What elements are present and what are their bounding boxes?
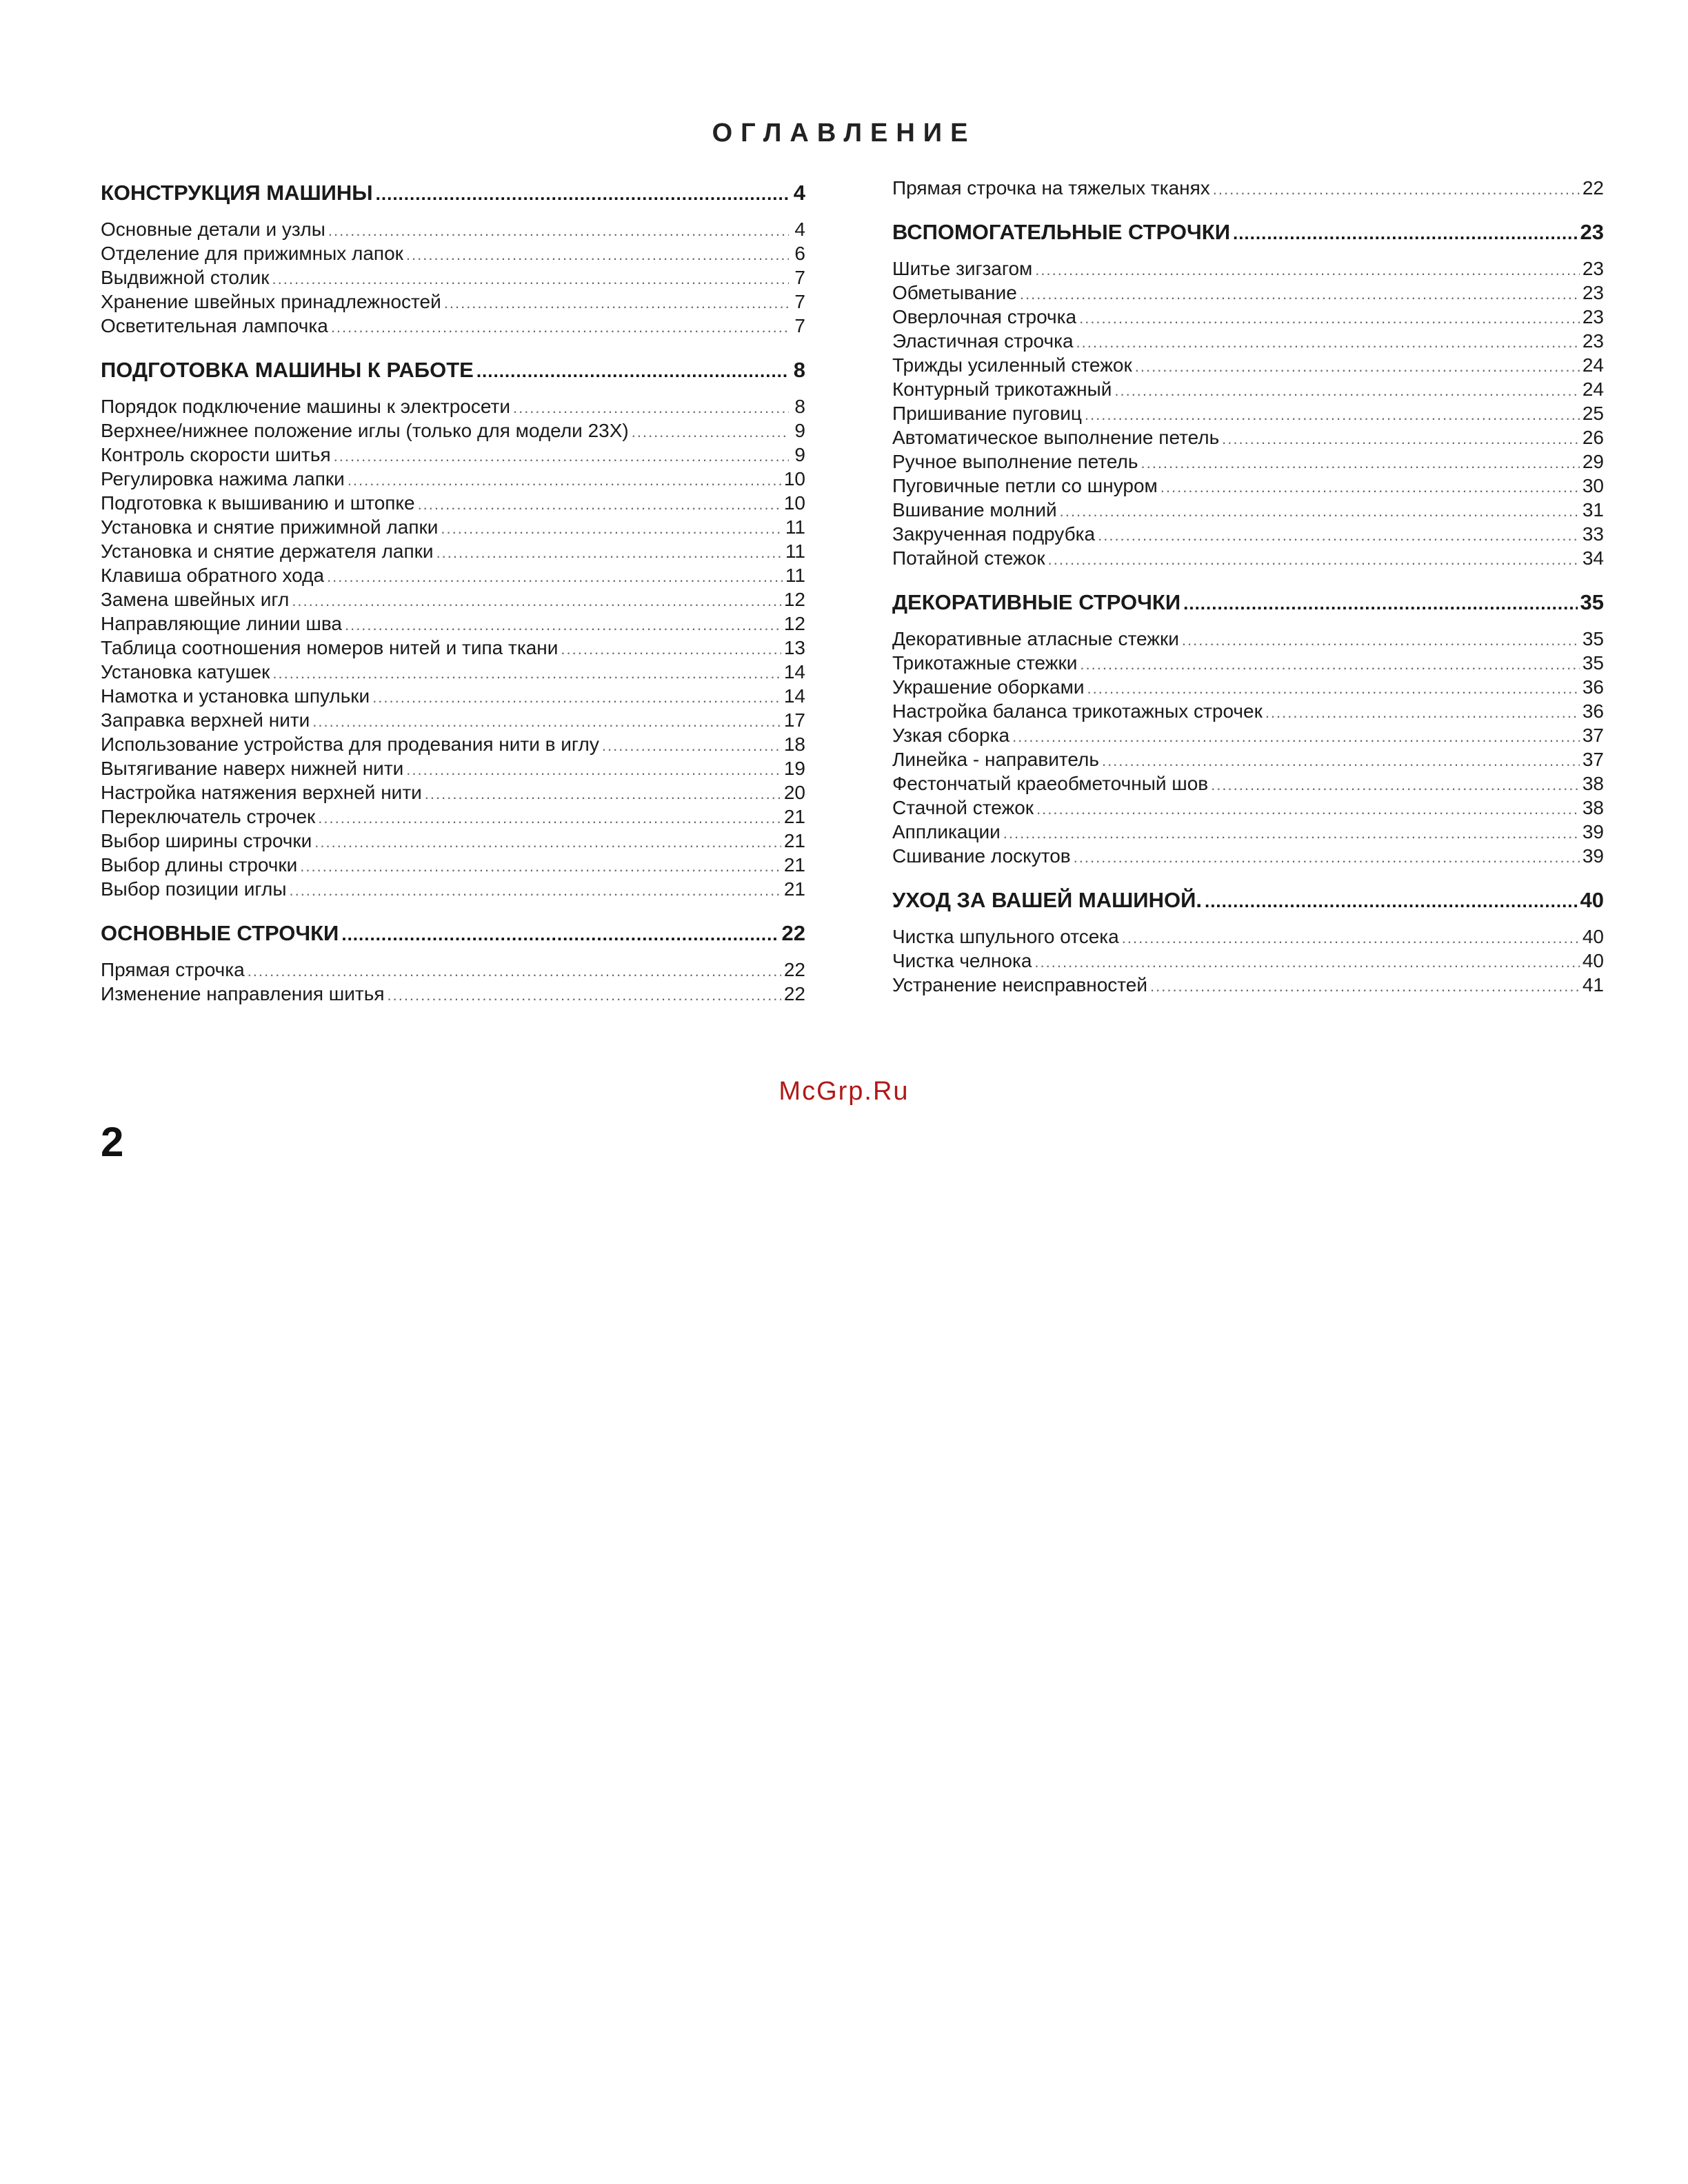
toc-entry-label: Украшение оборками: [892, 676, 1085, 698]
toc-entry-page: 11: [785, 516, 805, 538]
toc-entry[interactable]: [101, 241, 805, 265]
toc-entry-page: 22: [783, 959, 805, 980]
toc-entry[interactable]: [892, 844, 1604, 868]
dot-leader: [425, 782, 781, 806]
toc-entry-label: Установка катушек: [101, 661, 270, 682]
dot-leader: [1114, 378, 1579, 403]
toc-entry[interactable]: [101, 563, 805, 587]
dot-leader: [1012, 725, 1580, 749]
toc-entry-page: 6: [794, 243, 805, 264]
toc-entry-label: Замена швейных игл: [101, 589, 290, 610]
toc-entry[interactable]: [892, 723, 1604, 747]
toc-entry[interactable]: [892, 401, 1604, 425]
toc-heading-label: КОНСТРУКЦИЯ МАШИНЫ: [101, 181, 373, 205]
toc-entry[interactable]: [101, 636, 805, 660]
dot-leader: [348, 468, 781, 492]
dot-leader: [444, 291, 789, 315]
page-number: 2: [101, 1119, 124, 1165]
toc-entry-label: Заправка верхней нити: [101, 709, 310, 731]
toc-entry[interactable]: [101, 756, 805, 780]
toc-entry-page: 21: [783, 806, 805, 827]
dot-leader: [1183, 586, 1577, 620]
dot-leader: [387, 983, 781, 1007]
toc-entry[interactable]: [101, 217, 805, 241]
toc-entry[interactable]: [892, 329, 1604, 353]
dot-leader: [406, 243, 789, 267]
toc-entry[interactable]: [892, 796, 1604, 820]
dot-leader: [314, 830, 781, 854]
dot-leader: [1020, 282, 1580, 306]
toc-entry-page: 41: [1582, 974, 1604, 995]
toc-entry-page: 36: [1582, 676, 1604, 698]
toc-entry-page: 11: [785, 540, 805, 562]
dot-leader: [1141, 451, 1579, 475]
toc-entry-label: Выбор позиции иглы: [101, 878, 287, 900]
toc-entry[interactable]: [101, 877, 805, 901]
toc-entry-label: Порядок подключение машины к электросети: [101, 396, 510, 417]
toc-entry-page: 10: [783, 492, 805, 514]
dot-leader: [334, 444, 789, 468]
dot-leader: [418, 492, 781, 516]
toc-entry[interactable]: [101, 491, 805, 515]
dot-leader: [441, 516, 783, 540]
toc-entry-page: 29: [1582, 451, 1604, 472]
toc-entry[interactable]: [101, 314, 805, 338]
dot-leader: [1048, 547, 1580, 572]
toc-entry[interactable]: [101, 265, 805, 290]
toc-entry-label: Фестончатый краеобметочный шов: [892, 773, 1209, 794]
toc-entry-label: Вытягивание наверх нижней нити: [101, 758, 404, 779]
toc-entry-label: Таблица соотношения номеров нитей и типа ткани: [101, 637, 559, 658]
toc-entry-page: 7: [794, 291, 805, 312]
toc-entry-page: 40: [1582, 926, 1604, 947]
toc-entry-page: 20: [783, 782, 805, 803]
toc-entry-label: Пуговичные петли со шнуром: [892, 475, 1158, 496]
toc-entry-label: Шитье зигзагом: [892, 258, 1033, 279]
dot-leader: [476, 354, 789, 388]
dot-leader: [1098, 523, 1580, 547]
toc-heading[interactable]: [892, 215, 1604, 250]
dot-leader: [1135, 354, 1580, 378]
dot-leader: [345, 613, 781, 637]
toc-entry-label: Обметывание: [892, 282, 1017, 303]
dot-leader: [248, 959, 781, 983]
dot-leader: [1265, 700, 1580, 725]
dot-leader: [1102, 749, 1580, 773]
toc-entry[interactable]: [892, 771, 1604, 796]
dot-leader: [318, 806, 781, 830]
toc-entry-label: Клавиша обратного хода: [101, 565, 325, 586]
toc-entry[interactable]: [892, 949, 1604, 973]
dot-leader: [292, 589, 781, 613]
toc-entry[interactable]: [892, 627, 1604, 651]
toc-entry-label: Регулировка нажима лапки: [101, 468, 345, 489]
toc-entry[interactable]: [101, 684, 805, 708]
toc-section: [101, 916, 805, 1006]
dot-leader: [328, 219, 789, 243]
toc-entry-label: Выбор длины строчки: [101, 854, 298, 876]
toc-entry[interactable]: [101, 443, 805, 467]
toc-entry[interactable]: [101, 805, 805, 829]
dot-leader: [1205, 884, 1578, 918]
toc-entry-page: 30: [1582, 475, 1604, 496]
toc-entry-label: Закрученная подрубка: [892, 523, 1096, 545]
toc-entry-page: 36: [1582, 700, 1604, 722]
toc-entry[interactable]: [892, 747, 1604, 771]
toc-heading-label: ПОДГОТОВКА МАШИНЫ К РАБОТЕ: [101, 358, 474, 382]
toc-entry-label: Основные детали и узлы: [101, 219, 325, 240]
toc-entry-label: Выбор ширины строчки: [101, 830, 312, 851]
toc-section: [892, 585, 1604, 868]
toc-entry-page: 33: [1582, 523, 1604, 545]
toc-entry-page: 35: [1582, 628, 1604, 649]
toc-entry-page: 9: [794, 444, 805, 465]
toc-entry-label: Потайной стежок: [892, 547, 1045, 569]
toc-heading[interactable]: [101, 916, 805, 951]
dot-leader: [561, 637, 781, 661]
dot-leader: [1036, 797, 1580, 821]
toc-entry[interactable]: [101, 708, 805, 732]
toc-entry-page: 21: [783, 830, 805, 851]
toc-entry-page: 21: [783, 878, 805, 900]
toc-entry[interactable]: [101, 539, 805, 563]
toc-section: [101, 353, 805, 901]
toc-entry[interactable]: [892, 176, 1604, 200]
dot-leader: [327, 565, 783, 589]
dot-leader: [272, 661, 781, 685]
dot-leader: [1222, 427, 1580, 451]
toc-entry-label: Вшивание молний: [892, 499, 1057, 520]
dot-leader: [1076, 330, 1580, 354]
toc-entry-page: 24: [1582, 378, 1604, 400]
toc-entry-label: Аппликации: [892, 821, 1001, 842]
toc-entry-label: Контурный трикотажный: [892, 378, 1112, 400]
toc-entry-page: 9: [794, 420, 805, 441]
toc-entry-page: 22: [1582, 177, 1604, 199]
dot-leader: [406, 758, 781, 782]
dot-leader: [1213, 177, 1580, 201]
toc-heading-page: 35: [1580, 590, 1604, 614]
dot-leader: [372, 685, 781, 709]
toc-entry-page: 18: [783, 734, 805, 755]
toc-entry-label: Хранение швейных принадлежностей: [101, 291, 441, 312]
toc-entry-label: Отделение для прижимных лапок: [101, 243, 403, 264]
dot-leader: [1085, 403, 1580, 427]
toc-entry-page: 12: [783, 589, 805, 610]
toc-entry-label: Выдвижной столик: [101, 267, 270, 288]
toc-heading-page: 4: [793, 181, 805, 205]
toc-entry-page: 40: [1582, 950, 1604, 971]
toc-entry[interactable]: [892, 924, 1604, 949]
toc-entry-label: Намотка и установка шпульки: [101, 685, 370, 707]
toc-entry-label: Установка и снятие прижимной лапки: [101, 516, 439, 538]
dot-leader: [312, 709, 781, 734]
toc-entry-label: Осветительная лампочка: [101, 315, 328, 336]
dot-leader: [1003, 821, 1580, 845]
toc-entry-page: 37: [1582, 749, 1604, 770]
dot-leader: [300, 854, 781, 878]
toc-entry-page: 7: [794, 267, 805, 288]
toc-entry-page: 10: [783, 468, 805, 489]
toc-entry-label: Трижды усиленный стежок: [892, 354, 1132, 376]
toc-entry-label: Переключатель строчек: [101, 806, 316, 827]
toc-entry-label: Линейка - направитель: [892, 749, 1099, 770]
toc-entry-label: Пришивание пуговиц: [892, 403, 1082, 424]
toc-heading-label: ОСНОВНЫЕ СТРОЧКИ: [101, 921, 339, 945]
dot-leader: [1080, 652, 1579, 676]
toc-entry[interactable]: [892, 353, 1604, 377]
toc-entry-page: 21: [783, 854, 805, 876]
toc-heading[interactable]: [101, 176, 805, 210]
toc-entry-page: 23: [1582, 306, 1604, 327]
dot-leader: [1035, 258, 1580, 282]
toc-entry-page: 13: [783, 637, 805, 658]
toc-entry-label: Устранение неисправностей: [892, 974, 1147, 995]
toc-entry[interactable]: [892, 675, 1604, 699]
dot-leader: [289, 878, 781, 902]
toc-entry[interactable]: [892, 973, 1604, 997]
toc-section: [892, 215, 1604, 570]
toc-entry-label: Прямая строчка на тяжелых тканях: [892, 177, 1210, 199]
toc-entry-label: Оверлочная строчка: [892, 306, 1077, 327]
toc-column-right: [892, 176, 1604, 997]
toc-entry-label: Настройка баланса трикотажных строчек: [892, 700, 1263, 722]
dot-leader: [331, 315, 789, 339]
toc-entry[interactable]: [101, 467, 805, 491]
toc-entry[interactable]: [101, 732, 805, 756]
toc-entry[interactable]: [101, 660, 805, 684]
toc-heading[interactable]: [892, 883, 1604, 918]
toc-entry-page: 17: [783, 709, 805, 731]
toc-entry-label: Чистка шпульного отсека: [892, 926, 1119, 947]
toc-entry-page: 31: [1582, 499, 1604, 520]
dot-leader: [1211, 773, 1580, 797]
toc-entry-label: Чистка челнока: [892, 950, 1032, 971]
toc-heading-label: ДЕКОРАТИВНЫЕ СТРОЧКИ: [892, 590, 1181, 614]
toc-entry[interactable]: [892, 256, 1604, 281]
toc-entry[interactable]: [892, 425, 1604, 449]
toc-entry[interactable]: [101, 829, 805, 853]
toc-entry[interactable]: [101, 290, 805, 314]
toc-entry-label: Ручное выполнение петель: [892, 451, 1138, 472]
toc-entry[interactable]: [101, 394, 805, 418]
dot-leader: [1079, 306, 1580, 330]
dot-leader: [1074, 845, 1580, 869]
toc-entry-page: 35: [1582, 652, 1604, 674]
toc-heading[interactable]: [101, 353, 805, 387]
toc-heading-page: 22: [781, 921, 805, 945]
toc-heading-label: ВСПОМОГАТЕЛЬНЫЕ СТРОЧКИ: [892, 220, 1230, 244]
dot-leader: [1182, 628, 1580, 652]
toc-entry-label: Настройка натяжения верхней нити: [101, 782, 422, 803]
toc-entry[interactable]: [892, 474, 1604, 498]
toc-heading-page: 23: [1580, 220, 1604, 244]
toc-entry-page: 14: [783, 661, 805, 682]
toc-entry-page: 22: [783, 983, 805, 1004]
toc-entry[interactable]: [892, 281, 1604, 305]
dot-leader: [1060, 499, 1580, 523]
dot-leader: [436, 540, 783, 565]
toc-entry[interactable]: [101, 418, 805, 443]
toc-entry[interactable]: [892, 449, 1604, 474]
dot-leader: [1160, 475, 1580, 499]
dot-leader: [632, 420, 789, 444]
dot-leader: [602, 734, 781, 758]
toc-entry-page: 38: [1582, 797, 1604, 818]
toc-entry-page: 39: [1582, 821, 1604, 842]
toc-entry-page: 24: [1582, 354, 1604, 376]
toc-entry-page: 4: [794, 219, 805, 240]
toc-entry-label: Подготовка к вышиванию и штопке: [101, 492, 415, 514]
toc-entry[interactable]: [892, 546, 1604, 570]
toc-entry[interactable]: [101, 982, 805, 1006]
toc-section: [101, 176, 805, 338]
toc-entry-label: Эластичная строчка: [892, 330, 1074, 352]
toc-entry-page: 38: [1582, 773, 1604, 794]
toc-heading-page: 8: [793, 358, 805, 382]
toc-entry[interactable]: [892, 305, 1604, 329]
dot-leader: [1034, 950, 1579, 974]
toc-column-left: [101, 176, 805, 1006]
toc-entry-page: 23: [1582, 258, 1604, 279]
dot-leader: [1233, 216, 1578, 250]
dot-leader: [341, 917, 778, 951]
toc-heading-label: УХОД ЗА ВАШЕЙ МАШИНОЙ.: [892, 888, 1202, 912]
toc-entry-label: Стачной стежок: [892, 797, 1034, 818]
toc-entry-page: 39: [1582, 845, 1604, 867]
toc-entry-page: 14: [783, 685, 805, 707]
toc-entry-page: 25: [1582, 403, 1604, 424]
toc-entry-page: 34: [1582, 547, 1604, 569]
toc-heading[interactable]: [892, 585, 1604, 620]
dot-leader: [1150, 974, 1580, 998]
toc-entry-label: Декоративные атласные стежки: [892, 628, 1179, 649]
toc-entry-label: Установка и снятие держателя лапки: [101, 540, 434, 562]
toc-entry[interactable]: [892, 522, 1604, 546]
dot-leader: [1122, 926, 1580, 950]
toc-entry[interactable]: [101, 853, 805, 877]
toc-entry-label: Изменение направления шитья: [101, 983, 385, 1004]
dot-leader: [513, 396, 789, 420]
toc-section: [892, 176, 1604, 200]
toc-entry-label: Автоматическое выполнение петель: [892, 427, 1220, 448]
toc-entry-label: Узкая сборка: [892, 725, 1010, 746]
toc-entry[interactable]: [101, 515, 805, 539]
dot-leader: [1087, 676, 1580, 700]
toc-entry[interactable]: [101, 587, 805, 611]
toc-section: [892, 883, 1604, 997]
toc-entry-page: 37: [1582, 725, 1604, 746]
toc-entry-label: Прямая строчка: [101, 959, 245, 980]
page-title: ОГЛАВЛЕНИЕ: [712, 119, 976, 148]
toc-entry-label: Использование устройства для продевания нити в иглу: [101, 734, 599, 755]
toc-entry[interactable]: [101, 780, 805, 805]
toc-entry-page: 26: [1582, 427, 1604, 448]
toc-entry[interactable]: [101, 611, 805, 636]
toc-entry[interactable]: [892, 377, 1604, 401]
toc-heading-page: 40: [1580, 888, 1604, 912]
toc-entry-page: 7: [794, 315, 805, 336]
toc-entry[interactable]: [892, 820, 1604, 844]
toc-entry-label: Трикотажные стежки: [892, 652, 1078, 674]
toc-entry-page: 19: [783, 758, 805, 779]
watermark-link[interactable]: McGrp.Ru: [778, 1077, 910, 1106]
toc-entry-page: 23: [1582, 282, 1604, 303]
toc-entry-page: 11: [785, 565, 805, 586]
dot-leader: [376, 176, 789, 211]
toc-entry-label: Контроль скорости шитья: [101, 444, 331, 465]
toc-entry[interactable]: [892, 498, 1604, 522]
dot-leader: [272, 267, 789, 291]
toc-entry[interactable]: [892, 699, 1604, 723]
toc-entry[interactable]: [101, 958, 805, 982]
toc-entry-label: Направляющие линии шва: [101, 613, 342, 634]
toc-entry-page: 8: [794, 396, 805, 417]
toc-entry-page: 23: [1582, 330, 1604, 352]
toc-entry[interactable]: [892, 651, 1604, 675]
toc-entry-label: Сшивание лоскутов: [892, 845, 1071, 867]
toc-entry-page: 12: [783, 613, 805, 634]
toc-entry-label: Верхнее/нижнее положение иглы (только для модели 23X): [101, 420, 629, 441]
